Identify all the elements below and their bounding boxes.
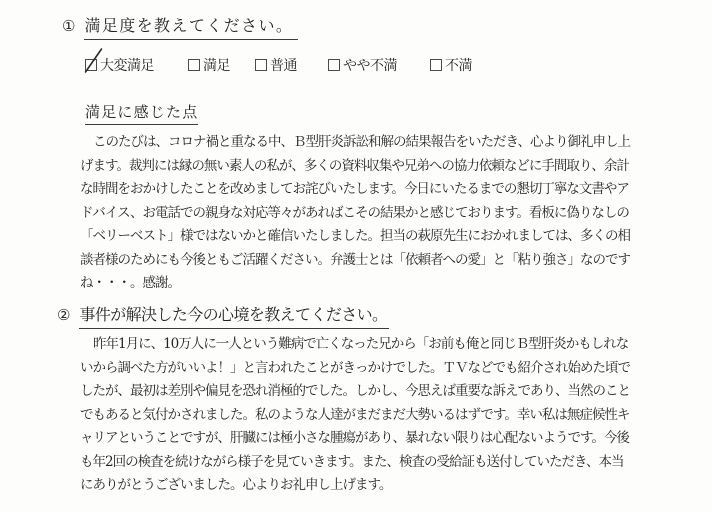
- answer-line: ドバイス、お電話での親身な対応等々があればこその結果かと感じております。看板に偽りなしの: [80, 204, 629, 221]
- checkbox-icon[interactable]: [85, 59, 97, 71]
- option-satisfied[interactable]: [188, 55, 230, 75]
- question1-title: 満足度を教えてください。: [84, 13, 298, 40]
- answer-line: ね・・・。感謝。: [80, 275, 180, 291]
- checkbox-icon[interactable]: [328, 59, 340, 71]
- answer1-paragraph: [80, 131, 670, 296]
- answer-line: 談者様のためにも今後ともご活躍ください。弁護士とは「依頼者への愛」と「粘り強さ」なのです: [80, 251, 630, 268]
- answer-line: 「ベリーベスト」様ではないかと確信いたしました。担当の萩原先生におかれましては、多くの相: [80, 228, 630, 244]
- question1-number: ①: [62, 17, 76, 35]
- checkbox-icon[interactable]: [430, 59, 442, 71]
- question1-heading: [62, 13, 298, 40]
- answer-line: も年2回の検査を続けながら様子を見ていきます。また、検査の受給証も送付していただき、本当: [80, 453, 624, 470]
- answer-line: げます。裁判には縁の無い素人の私が、多くの資料収集や兄弟への協力依頼などに手間取り、余計: [80, 157, 629, 174]
- satisfaction-options-row: [85, 55, 655, 79]
- checkbox-icon[interactable]: [188, 59, 200, 71]
- answer-line: したが、最初は差別や偏見を恐れ消極的でした。しかし、今思えば重要な訴えであり、当然のこと: [80, 383, 630, 399]
- answer-line: にありがとうございました。心よりお礼申し上げます。: [80, 477, 392, 493]
- option-label: やや不満: [343, 58, 397, 74]
- answer-line: ャリアということですが、肝臓には極小さな腫瘍があり、暴れない限りは心配ないようです。今後: [80, 430, 629, 446]
- question2-heading: [57, 302, 389, 329]
- option-label: 大変満足: [100, 58, 154, 74]
- option-dissatisfied[interactable]: [430, 55, 472, 75]
- option-very-satisfied[interactable]: [85, 55, 154, 75]
- question2-number: ②: [57, 306, 71, 324]
- answer2-paragraph: [80, 333, 670, 498]
- answer-line: 昨年1月に、10万人に一人という難病で亡くなった兄から「お前も俺と同じＢ型肝炎かもしれな: [93, 336, 629, 352]
- answer-line: このたびは、コロナ禍と重なる中、Ｂ型肝炎訴訟和解の結果報告をいただき、心より御礼申し上: [93, 134, 630, 150]
- option-somewhat-dissatisfied[interactable]: [328, 55, 397, 75]
- answer-line: いから調べた方がいいよ！」と言われたことがきっかけでした。ＴＶなどでも紹介され始めた頃で: [80, 359, 630, 376]
- option-label: 不満: [445, 58, 472, 74]
- handwritten-check-icon: [82, 46, 106, 74]
- checkbox-icon[interactable]: [255, 59, 267, 71]
- satisfied-points-heading: 満足に感じた点: [85, 101, 198, 125]
- option-neutral[interactable]: [255, 55, 297, 75]
- answer-line: でもあると気付かされました。私のような人達がまだまだ大勢いるはずです。幸い私は無症候性キ: [80, 406, 630, 423]
- option-label: 普通: [270, 58, 297, 74]
- option-label: 満足: [203, 58, 230, 74]
- answer-line: な時間をおかけしたことを改めましてお詫びいたします。今日にいたるまでの懇切丁寧な文書やア: [80, 181, 629, 197]
- question2-title: 事件が解決した今の心境を教えてください。: [79, 302, 389, 329]
